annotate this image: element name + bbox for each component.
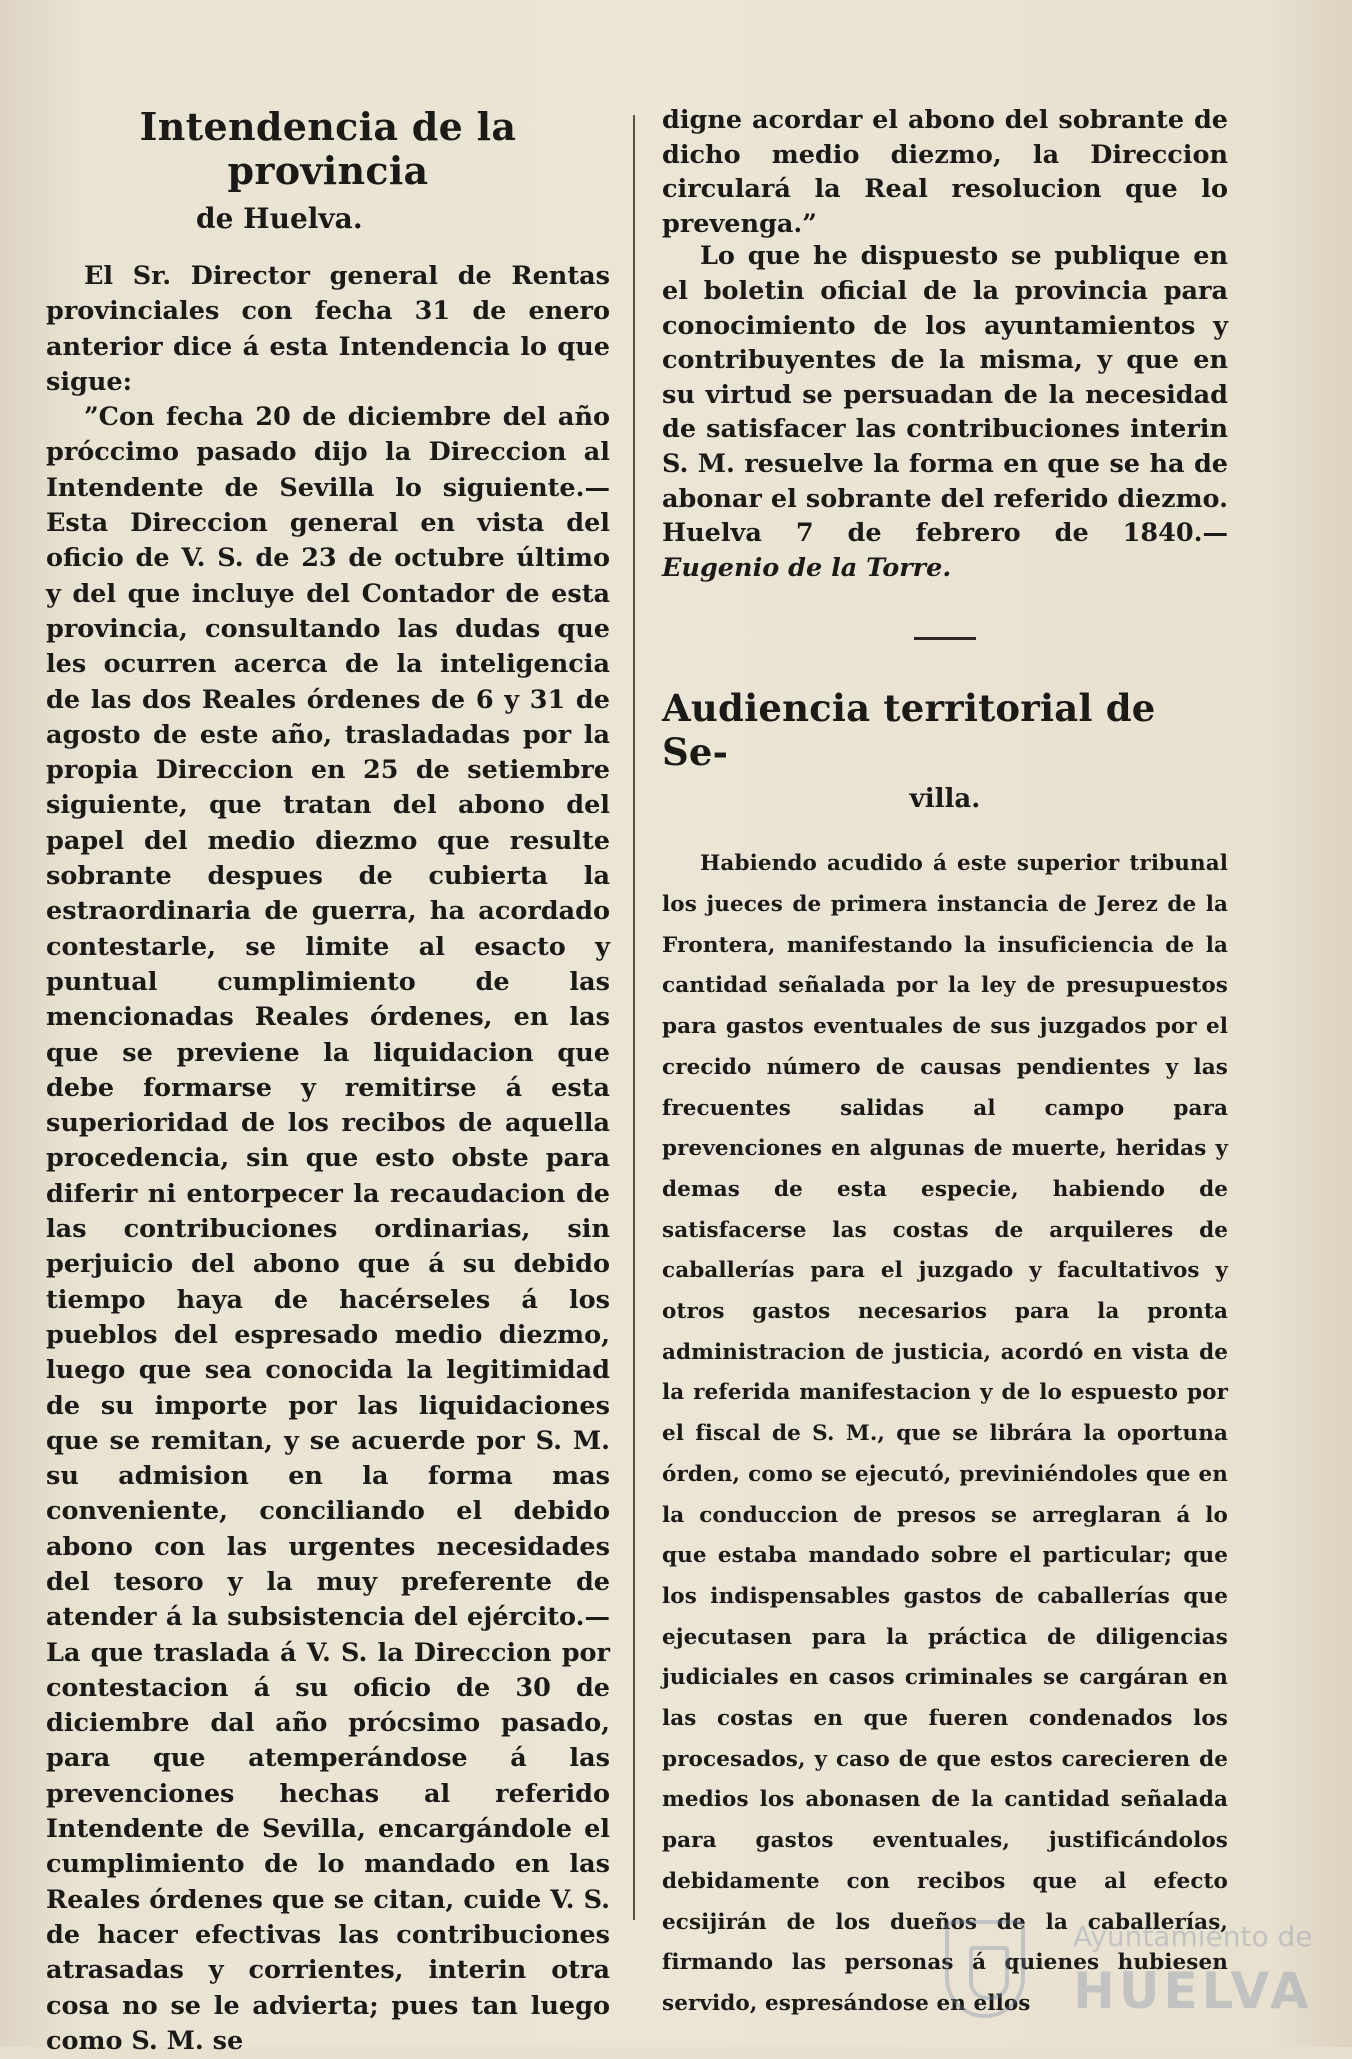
audiencia-subheading: villa. (909, 784, 981, 815)
intendencia-heading: Intendencia de la provincia (139, 104, 517, 193)
intendencia-notice-paragraph (662, 239, 1228, 585)
huelva-shield-icon (945, 1920, 1025, 2018)
section-separator-dash (914, 637, 976, 640)
watermark-line1: Ayuntamiento de (1073, 1920, 1313, 1953)
watermark-line2: HUELVA (1073, 1962, 1313, 2020)
right-column (662, 105, 1228, 2025)
audiencia-heading: Audiencia territorial de Se- (662, 686, 1156, 775)
intendencia-body: ”Con fecha 20 de diciembre del año próccimo pasado dijo la Direccion al Intendente de Sevilla lo siguiente.— Esta Direccion general en vista del oficio de V. S. de 23 de octubre último y del que incluye del Contador de esta provincia, consultando las dudas que les ocurren acerca de la inteligencia de las dos Reales órdenes de 6 y 31 de agosto de este año, trasladadas por la propia Direccion en 25 de setiembre siguiente, que tratan del abono del papel del medio diezmo que resulte sobrante despues de cubierta la estraordinaria de guerra, ha acordado contestarle, se limite al esacto y puntual cumplimiento de las mencionadas Reales órdenes, en las que se previene la liquidacion que debe formarse y remitirse á esta superioridad de los recibos de aquella procedencia, sin que esto obste para diferir ni entorpecer la recaudacion de las contribuciones ordinarias, sin perjuicio del abono que á su debido tiempo haya de hacérseles á los pueblos del espresado medio diezmo, luego que sea conocida la legitimidad de su importe por las liquidaciones que se remitan, y se acuerde por S. M. su admision en la forma mas conveniente, conciliando el debido abono con las urgentes necesidades del tesoro y la muy preferente de atender á la subsistencia del ejército.—La que traslada á V. S. la Direccion por contestacion á su oficio de 30 de diciembre dal año prócsimo pasado, para que atemperándose á las prevenciones hechas al referido Intendente de Sevilla, encargándole el cumplimiento de lo mandado en las Reales órdenes que se citan, cuide V. S. de hacer efectivas las contribuciones atrasadas y corrientes, interin otra cosa no se le advierta; pues tan luego como S. M. se (46, 402, 610, 2056)
intendencia-subheading: de Huelva. (196, 202, 363, 235)
audiencia-body: Habiendo acudido á este superior tribunal los jueces de primera instancia de Jerez de la Frontera, manifestando la insuficiencia de la cantidad señalada por la ley de presupuestos para gastos eventuales de sus juzgados por el crecido número de causas pendientes y las frecuentes salidas al campo para prevenciones en algunas de muerte, heridas y demas de esta especie, habiendo de satisfacerse las costas de arquileres de caballerías para el juzgado y facultativos y otros gastos necesarios para la pronta administracion de justicia, acordó en vista de la referida manifestacion y de lo espuesto por el fiscal de S. M., que se librára la oportuna órden, como se ejecutó, previniéndoles que en la conduccion de presos se arreglaran á lo que estaba mandado sobre el particular; que los indispensables gastos de caballerías que ejecutasen para la práctica de diligencias judiciales en casos criminales se cargáran en las costas en que fueren condenados los procesados, y caso de que estos carecieren de medios los abonasen de la cantidad señalada para gastos eventuales, justificándolos debidamente con recibos que al efecto ecsijirán de los dueños de la caballerías, firmando las personas á quienes hubiesen servido, espresándose en ellos (662, 851, 1228, 2016)
intendencia-intro: El Sr. Director general de Rentas provinciales con fecha 31 de enero anterior dice á esta Intendencia lo que sigue: (46, 261, 610, 397)
column-divider (633, 115, 635, 1920)
intendencia-signature: Eugenio de la Torre. (662, 552, 952, 583)
left-column (46, 105, 610, 2059)
archive-watermark (945, 1918, 1313, 2023)
intendencia-continuation: digne acordar el abono del sobrante de dicho medio diezmo, la Direccion circulará la Real resolucion que lo prevenga.” (662, 105, 1228, 239)
intendencia-notice: Lo que he dispuesto se publique en el boletin oficial de la provincia para conocimiento de los ayuntamientos y contribuyentes de la misma, y que en su virtud se persuadan de la necesidad de satisfacer las contribuciones interin S. M. resuelve la forma en que se ha de abonar el sobrante del referido diezmo. Huelva 7 de febrero de 1840.— (662, 241, 1228, 549)
